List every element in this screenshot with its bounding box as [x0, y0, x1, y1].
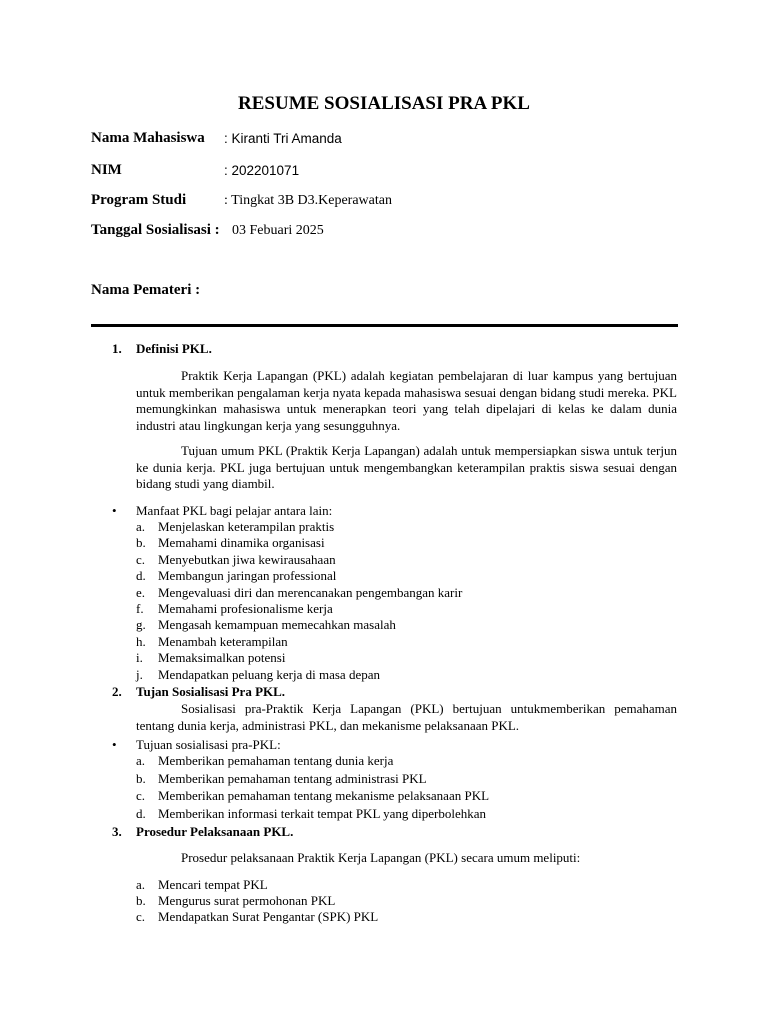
nama-label: Nama Mahasiswa — [91, 130, 205, 146]
list-item-letter: d. — [136, 805, 146, 821]
section-3-paragraph-1: Prosedur pelaksanaan Praktik Kerja Lapangan (PKL) secara umum meliputi: — [181, 850, 581, 865]
list-item: Mengasah kemampuan memecahkan masalah — [158, 617, 396, 633]
list-item: Memberikan pemahaman tentang administrasi PKL — [158, 770, 427, 786]
section-2-title: Tujan Sosialisasi Pra PKL. — [136, 684, 286, 699]
section-1-number: 1. — [112, 341, 122, 356]
pemateri-label: Nama Pemateri : — [91, 282, 201, 298]
list-item-letter: a. — [136, 877, 146, 892]
tanggal-value: 03 Febuari 2025 — [232, 223, 324, 238]
list-item: Mencari tempat PKL — [158, 877, 268, 892]
list-item: Mengevaluasi diri dan merencanakan pengembangan karir — [158, 584, 463, 600]
list-item: Memahami dinamika organisasi — [158, 535, 325, 551]
section-1-paragraph-2: Tujuan umum PKL (Praktik Kerja Lapangan) adalah untuk mempersiapkan siswa untuk terjun ke dunia kerja. PKL juga bertujuan untuk mengembangkan keterampilan praktis siswa sesuai dengan bidang studi yang diambil. — [136, 443, 677, 491]
list-item: Mengurus surat permohonan PKL — [158, 893, 336, 908]
tanggal-label: Tanggal Sosialisasi : — [91, 222, 220, 238]
list-item: Mendapatkan Surat Pengantar (SPK) PKL — [158, 909, 379, 924]
section-2-number: 2. — [112, 684, 122, 699]
section-1-title: Definisi PKL. — [136, 341, 212, 356]
bullet-dot-icon: • — [112, 503, 117, 518]
nim-value: : 202201071 — [224, 163, 300, 178]
section-1-paragraph-1: Praktik Kerja Lapangan (PKL) adalah kegiatan pembelajaran di luar kampus yang bertujuan untuk memberikan pengalaman kerja nyata kepada mahasiswa sesuai dengan bidang studi mereka. PKL memungkinkan mahasiswa untuk menerapkan teori yang telah dipelajari di kelas ke dalam dunia industri atau lingkungan kerja yang sesungguhnya. — [136, 368, 677, 433]
list-item: Menambah keterampilan — [158, 633, 288, 649]
list-item-letter: b. — [136, 893, 146, 908]
list-item: Memberikan pemahaman tentang dunia kerja — [158, 753, 394, 768]
section-2-paragraph-1: Sosialisasi pra-Praktik Kerja Lapangan (PKL) bertujuan untukmemberikan pemahaman tentang dunia kerja, administrasi PKL, dan mekanisme pelaksanaan PKL. — [136, 701, 677, 733]
list-item-letter: a. — [136, 753, 146, 768]
prodi-value: : Tingkat 3B D3.Keperawatan — [224, 193, 392, 208]
list-item-letter: f. — [136, 601, 144, 616]
nim-label: NIM — [91, 162, 122, 178]
list-item-letter: j. — [136, 666, 143, 682]
list-item: Memberikan pemahaman tentang mekanisme pelaksanaan PKL — [158, 788, 490, 804]
list-item-letter: c. — [136, 909, 146, 924]
list-item-letter: c. — [136, 551, 146, 567]
list-item: Membangun jaringan professional — [158, 568, 337, 584]
list-item: Menjelaskan keterampilan praktis — [158, 519, 335, 534]
prodi-label: Program Studi — [91, 192, 187, 208]
list-item-letter: e. — [136, 584, 146, 600]
list-item: Memaksimalkan potensi — [158, 650, 286, 666]
list-item-letter: d. — [136, 568, 146, 584]
section-2-bullet: Tujuan sosialisasi pra-PKL: — [136, 737, 281, 752]
list-item-letter: b. — [136, 770, 146, 786]
list-item: Menyebutkan jiwa kewirausahaan — [158, 551, 336, 567]
list-item: Mendapatkan peluang kerja di masa depan — [158, 666, 380, 682]
nama-value: : Kiranti Tri Amanda — [224, 131, 342, 146]
section-1-bullet: Manfaat PKL bagi pelajar antara lain: — [136, 503, 333, 518]
list-item: Memberikan informasi terkait tempat PKL yang diperbolehkan — [158, 805, 487, 821]
list-item-letter: b. — [136, 535, 146, 551]
list-item-letter: i. — [136, 650, 143, 666]
list-item-letter: h. — [136, 633, 146, 649]
bullet-dot-icon: • — [112, 737, 117, 752]
list-item-letter: c. — [136, 788, 146, 804]
section-3-title: Prosedur Pelaksanaan PKL. — [136, 824, 294, 839]
horizontal-rule — [91, 324, 678, 327]
list-item-letter: a. — [136, 519, 146, 534]
document-title: RESUME SOSIALISASI PRA PKL — [238, 93, 530, 114]
list-item: Memahami profesionalisme kerja — [158, 601, 333, 616]
section-3-number: 3. — [112, 824, 122, 839]
list-item-letter: g. — [136, 617, 146, 633]
